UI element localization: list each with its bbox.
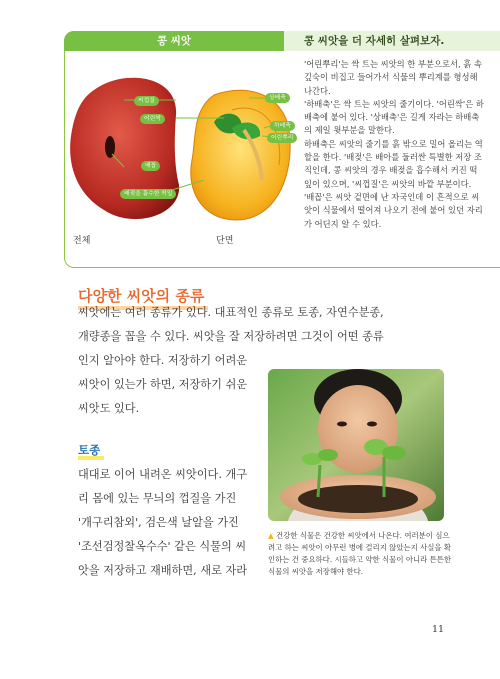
photo-child-with-seedlings xyxy=(268,369,444,521)
child-eye-left xyxy=(337,422,347,427)
caption-section: 단면 xyxy=(216,236,234,246)
info-box-tab-right xyxy=(284,31,500,51)
info-paragraph: '어린뿌리'는 싹 트는 씨앗의 한 부분으로서, 흙 속 깊숙이 비집고 들어가서 식물의 뿌리계를 형성해 나간다. xyxy=(304,59,482,96)
body-line: '조선검정찰옥수수' 같은 식물의 씨 xyxy=(78,540,247,553)
section-title: 다양한 씨앗의 종류 xyxy=(78,287,205,305)
subsection-body xyxy=(78,463,268,583)
body-line: 씨앗이 있는가 하면, 저장하기 쉬운 xyxy=(78,378,248,391)
photo-caption xyxy=(268,530,452,578)
info-paragraph: 하배축은 씨앗의 줄기를 흙 밖으로 밀어 올리는 역할을 한다. '배젖'은 배아를 둘러싼 특별한 저장 조직인데, 콩 씨앗의 경우 배젖을 흡수해서 커진 떡잎이 있으며, '씨껍질'은 씨앗의 바깥 부분이다. '배꼽'은 씨앗 겉면에 난 자국인데 이 흔적으로 씨앗이 식물에서 떨어져 나오기 전에 붙어 있던 자리가 어딘지 알 수 있다. xyxy=(304,138,483,229)
child-eye-right xyxy=(367,422,377,427)
section-body-full xyxy=(78,301,428,349)
label-radicle: 어린뿌리 xyxy=(267,133,297,143)
seedling-leaf xyxy=(318,449,338,461)
seedling-leaf xyxy=(382,446,406,460)
label-young-shoot: 어린싹 xyxy=(140,114,165,124)
label-cotyledon: 배젖을 흡수한 떡잎 xyxy=(120,189,176,199)
section-bean-outer xyxy=(191,90,290,220)
subsection-title: 토종 xyxy=(78,443,101,457)
section-body-short xyxy=(78,349,268,421)
body-line: 인지 알아야 한다. 저장하기 어려운 xyxy=(78,354,248,367)
seedling-stem-left xyxy=(318,465,320,497)
label-epicotyl: 상배축 xyxy=(265,93,290,103)
info-box-text xyxy=(304,58,484,231)
soil xyxy=(298,485,418,513)
hilum-mark xyxy=(105,136,115,158)
info-paragraph: '하배축'은 싹 트는 씨앗의 줄기이다. '어린싹'은 하배축에 붙어 있다. '상배축'은 길게 자라는 하배축의 제일 윗부분을 말한다. xyxy=(304,98,484,136)
body-line: 앗을 저장하고 재배하면, 새로 자라 xyxy=(78,564,248,577)
body-line: 리 몸에 있는 무늬의 껍질을 가진 xyxy=(78,492,237,505)
body-line: 씨앗도 있다. xyxy=(78,402,140,415)
body-line: 대대로 이어 내려온 씨앗이다. 개구 xyxy=(78,468,248,481)
body-line: 씨앗에는 여러 종류가 있다. 대표적인 종류로 토종, 자연수분종, xyxy=(78,306,384,319)
info-box-tab-left xyxy=(64,31,284,51)
label-hilum: 배꼽 xyxy=(141,161,160,171)
body-line: '개구리참외', 검은색 날알을 가진 xyxy=(78,516,239,529)
label-hypocotyl: 하배축 xyxy=(270,121,295,131)
info-box-tab-left-label: 콩 씨앗 xyxy=(156,35,192,47)
photo-caption-text: 건강한 식물은 건강한 씨앗에서 나온다. 여러분이 심으려고 하는 씨앗이 아무런 병에 걸리지 않았는지 사실을 확인하는 건 중요하다. 시들하고 약한 식물이 아니라 튼튼한 식물의 씨앗을 저장해야 한다. xyxy=(268,531,452,576)
label-seed-coat: 씨껍질 xyxy=(134,96,159,106)
info-box-tab-right-label: 콩 씨앗을 더 자세히 살펴보자. xyxy=(304,35,445,47)
body-line: 개량종을 꼽을 수 있다. 씨앗을 잘 저장하려면 그것이 어떤 종류 xyxy=(78,330,384,343)
caption-triangle-icon: ▲ xyxy=(268,531,274,540)
page-number: 11 xyxy=(432,624,445,635)
caption-whole: 전체 xyxy=(73,236,91,246)
